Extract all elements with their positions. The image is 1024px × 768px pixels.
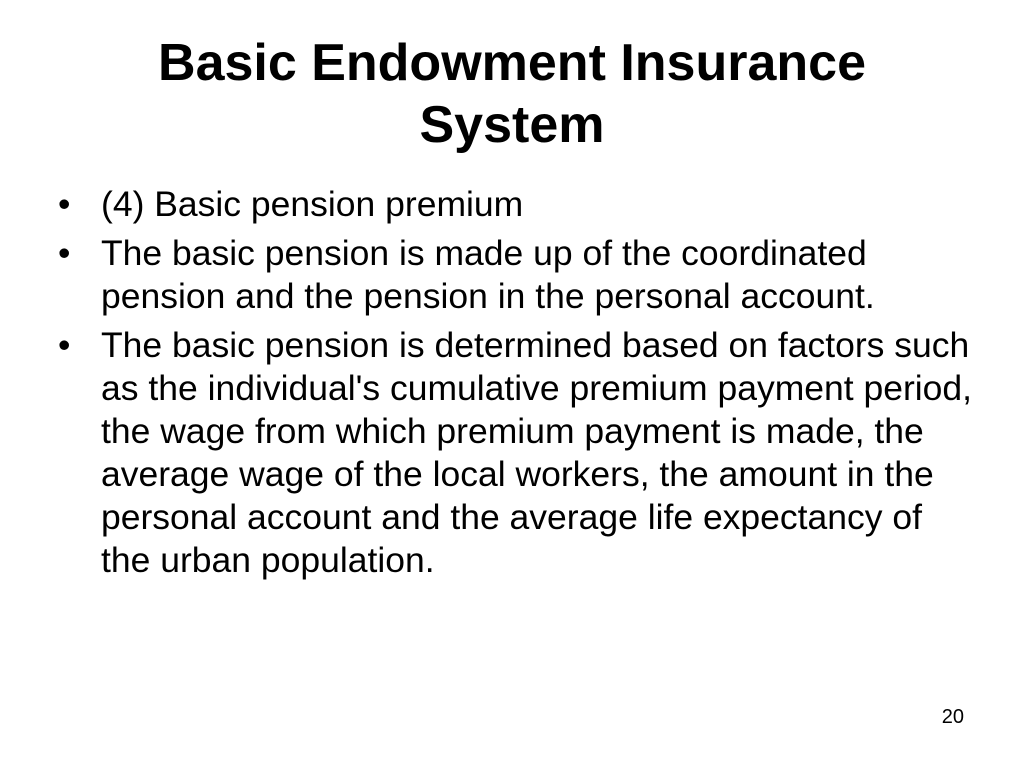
bullet-item: [55, 183, 975, 226]
slide-title: Basic Endowment Insurance System: [158, 34, 866, 154]
bullet-marker: •: [58, 325, 71, 365]
bullet-item: [55, 232, 975, 318]
bullet-text: The basic pension is determined based on factors such as the individual's cumulative premium payment period, the wage from which premium payment is made, the average wage of the local workers, the amount in the personal account and the average life expectancy of the urban population.: [101, 325, 973, 580]
bullet-item: [55, 324, 975, 582]
bullet-text: The basic pension is made up of the coordinated pension and the pension in the personal account.: [101, 233, 875, 316]
bullet-text: (4) Basic pension premium: [101, 184, 524, 224]
page-number: 20: [941, 706, 964, 728]
bullet-list: [55, 183, 975, 588]
bullet-marker: •: [58, 233, 71, 273]
bullet-marker: •: [58, 184, 71, 224]
